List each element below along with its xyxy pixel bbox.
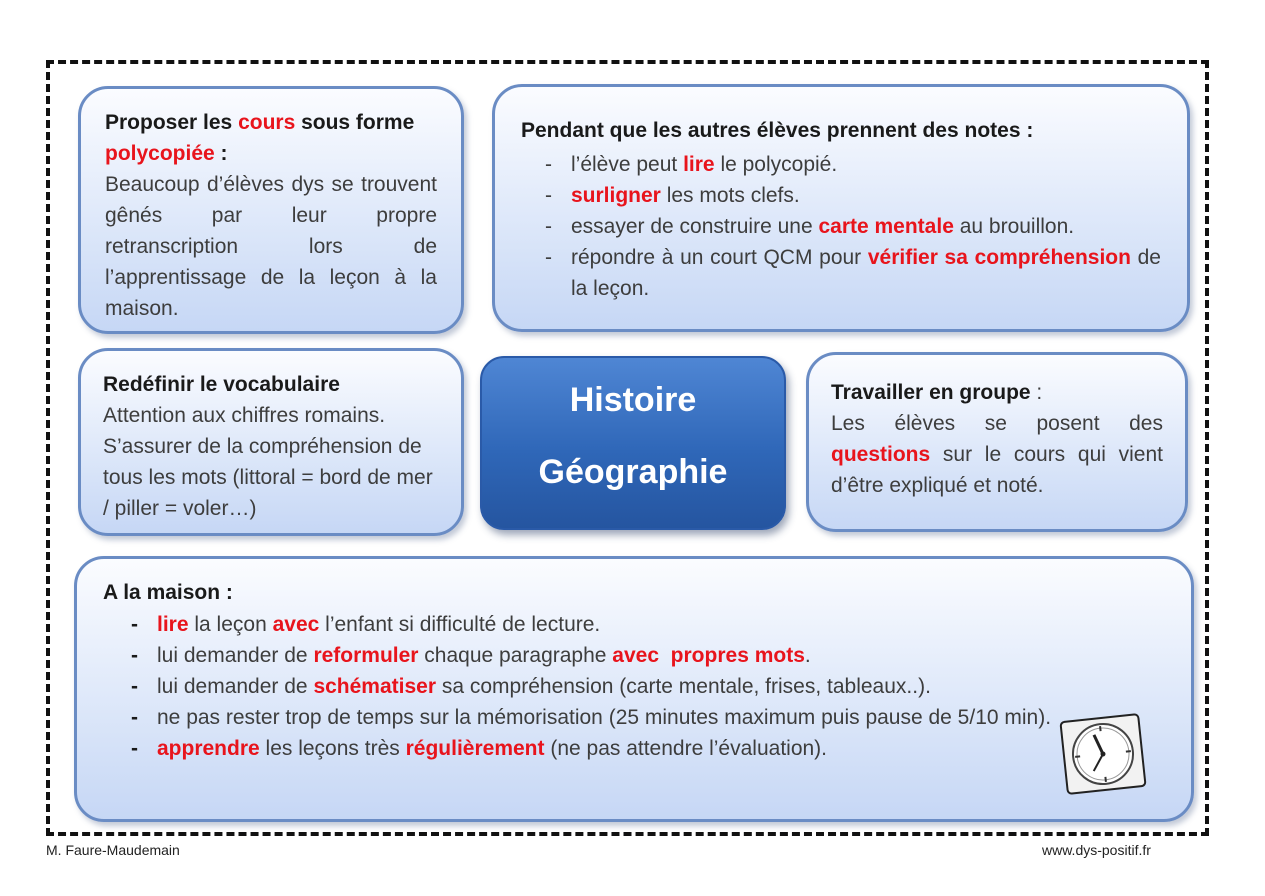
center-title-histoire: Histoire bbox=[569, 381, 697, 419]
card-groupe-title: Travailler en groupe : bbox=[831, 381, 1043, 404]
card-vocab-line1: Attention aux chiffres romains. bbox=[103, 404, 386, 427]
notes-list bbox=[521, 149, 1161, 304]
list-item: - surligner les mots clefs. bbox=[541, 180, 1161, 211]
list-item: - lire la leçon avec l’enfant si difficulté de lecture. bbox=[127, 609, 1062, 640]
card-vocabulaire bbox=[78, 348, 464, 536]
card-maison-title: A la maison : bbox=[103, 581, 233, 604]
card-vocab-title: Redéfinir le vocabulaire bbox=[103, 373, 340, 396]
title-text: sous forme bbox=[295, 111, 415, 134]
card-cours-polycopie bbox=[78, 86, 464, 334]
list-item: - lui demander de schématiser sa compréhension (carte mentale, frises, tableaux..). bbox=[127, 671, 1062, 702]
card-notes-title: Pendant que les autres élèves prennent des notes : bbox=[521, 119, 1034, 142]
clock-icon bbox=[1058, 712, 1147, 796]
card-groupe-body: Les élèves se posent des questions sur le cours qui vient d’être expliqué et noté. bbox=[831, 412, 1163, 497]
title-colon: : bbox=[214, 142, 228, 165]
center-title-box bbox=[480, 356, 786, 530]
title-text: Proposer les bbox=[105, 111, 239, 134]
list-item: - apprendre les leçons très régulièrement (ne pas attendre l’évaluation). bbox=[127, 733, 1062, 764]
list-item: - lui demander de reformuler chaque paragraphe avec propres mots. bbox=[127, 640, 1062, 671]
card-cours-body: Beaucoup d’élèves dys se trouvent gênés par leur propre retranscription lors de l’apprentissage de la leçon à la maison. bbox=[105, 173, 437, 320]
card-vocab-line2: S’assurer de la compréhension de tous les mots (littoral = bord de mer / piller = voler…) bbox=[103, 435, 433, 520]
card-prise-de-notes bbox=[492, 84, 1190, 332]
card-travail-groupe bbox=[806, 352, 1188, 532]
footer-author: M. Faure-Maudemain bbox=[46, 842, 180, 858]
highlight-cours: cours bbox=[238, 111, 296, 134]
card-a-la-maison bbox=[74, 556, 1194, 822]
maison-list bbox=[103, 609, 1062, 764]
footer-website: www.dys-positif.fr bbox=[1042, 842, 1151, 858]
list-item: - ne pas rester trop de temps sur la mémorisation (25 minutes maximum puis pause de 5/10 min). bbox=[127, 702, 1062, 733]
list-item: - répondre à un court QCM pour vérifier sa compréhension de la leçon. bbox=[541, 242, 1161, 304]
list-item: - essayer de construire une carte mentale au brouillon. bbox=[541, 211, 1161, 242]
center-title-geographie: Géographie bbox=[538, 453, 728, 491]
list-item: - l’élève peut lire le polycopié. bbox=[541, 149, 1161, 180]
highlight-polycopiee: polycopiée bbox=[105, 142, 215, 165]
card-cours-title bbox=[105, 107, 437, 169]
